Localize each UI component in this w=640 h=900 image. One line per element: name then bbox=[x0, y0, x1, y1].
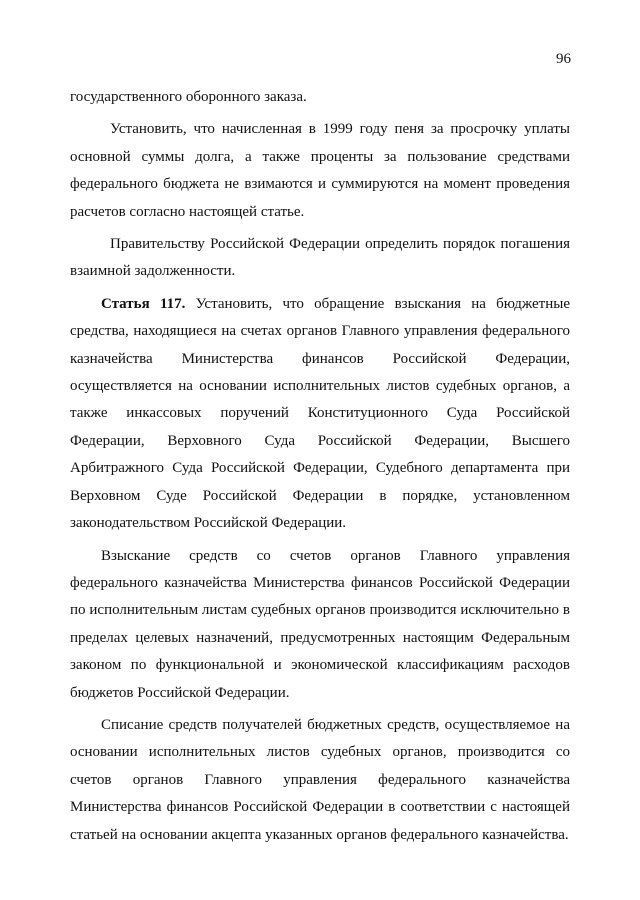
article-117-label: Статья 117. bbox=[101, 295, 186, 312]
page-number: 96 bbox=[556, 51, 571, 67]
paragraph-penalty-rule: Установить, что начисленная в 1999 году пеня за просрочку уплаты основной суммы долга, а также проценты за пользование средствами федерального бюджета не взимаются и суммируются на момент проведения расчетов согласно настоящей статье. bbox=[70, 121, 570, 220]
paragraph-recovery-limits: Взыскание средств со счетов органов Главного управления федерального казначейства Министерства финансов Российской Федерации по исполнительным листам судебных органов производится исключительно в пределах целевых назначений, предусмотренных настоящим Федеральным законом по функциональной и экономической классификациям расходов бюджетов Российской Федерации. bbox=[70, 547, 570, 701]
paragraph-article-117 bbox=[70, 291, 570, 538]
document-body bbox=[70, 84, 570, 854]
paragraph-funds-writeoff: Списание средств получателей бюджетных средств, осуществляемое на основании исполнительных листов судебных органов, производится со счетов органов Главного управления федерального казначейства Министерства финансов Российской Федерации в соответствии с настоящей статьей на основании акцепта указанных органов федерального казначейства. bbox=[70, 716, 570, 843]
paragraph-government-order: Правительству Российской Федерации определить порядок погашения взаимной задолженности. bbox=[70, 236, 570, 280]
article-117-text: Установить, что обращение взыскания на бюджетные средства, находящиеся на счетах органов Главного управления федерального казначейства Министерства финансов Российской Федерации, осуществляется на основании исполнительных листов судебных органов, а также инкассовых поручений Конституционного Суда Российской Федерации, Верховного Суда Российской Федерации, Высшего Арбитражного Суда Российской Федерации, Судебного департамента при Верховном Суде Российской Федерации в порядке, установленном законодательством Российской Федерации. bbox=[70, 295, 570, 532]
paragraph-continuation: государственного оборонного заказа. bbox=[70, 89, 307, 105]
